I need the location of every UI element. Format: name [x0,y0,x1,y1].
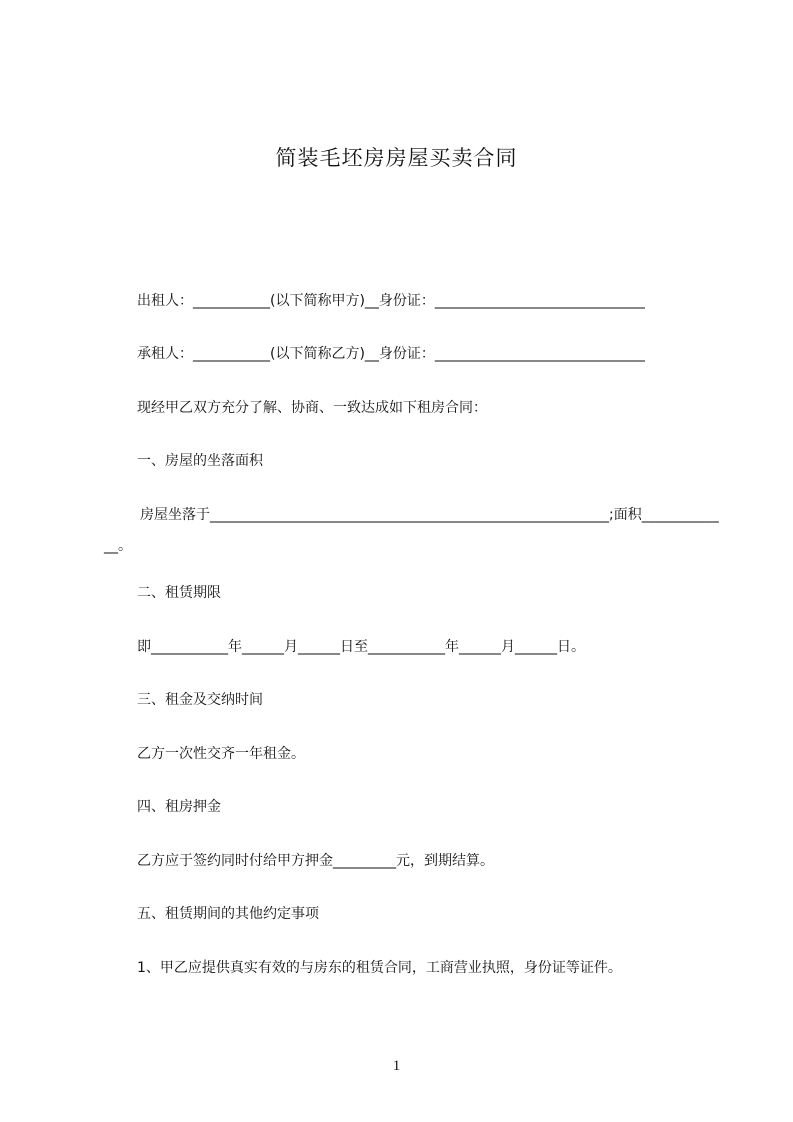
section-heading-3: 三、租金及交纳时间 [137,692,263,708]
lease-term-line: 即___________年______月______日至___________年______月______日。 [137,639,585,655]
term-item-1: 1、甲乙应提供真实有效的与房东的租赁合同，工商营业执照，身份证等证件。 [137,960,622,976]
document-title: 简装毛坯房房屋买卖合同 [275,146,518,170]
lessee-line: 承租人：___________(以下简称乙方)__身份证：______________________________ [137,346,645,362]
agreement-intro: 现经甲乙双方充分了解、协商、一致达成如下租房合同： [137,400,487,416]
section-heading-4: 四、租房押金 [137,799,221,815]
page-number: 1 [392,1058,401,1074]
lessor-line: 出租人：___________(以下简称甲方)__身份证：______________________________ [137,293,645,309]
location-area-line: 房屋坐落于_________________________________________________________;面积___________ [140,507,719,523]
section-heading-2: 二、租赁期限 [137,585,221,601]
section-heading-1: 一、房屋的坐落面积 [137,453,263,469]
deposit-line: 乙方应于签约同时付给甲方押金_________元，到期结算。 [137,853,494,869]
section-heading-5: 五、租赁期间的其他约定事项 [137,906,319,922]
rent-payment-line: 乙方一次性交齐一年租金。 [137,746,305,762]
location-area-line-wrap: __。 [104,538,132,554]
